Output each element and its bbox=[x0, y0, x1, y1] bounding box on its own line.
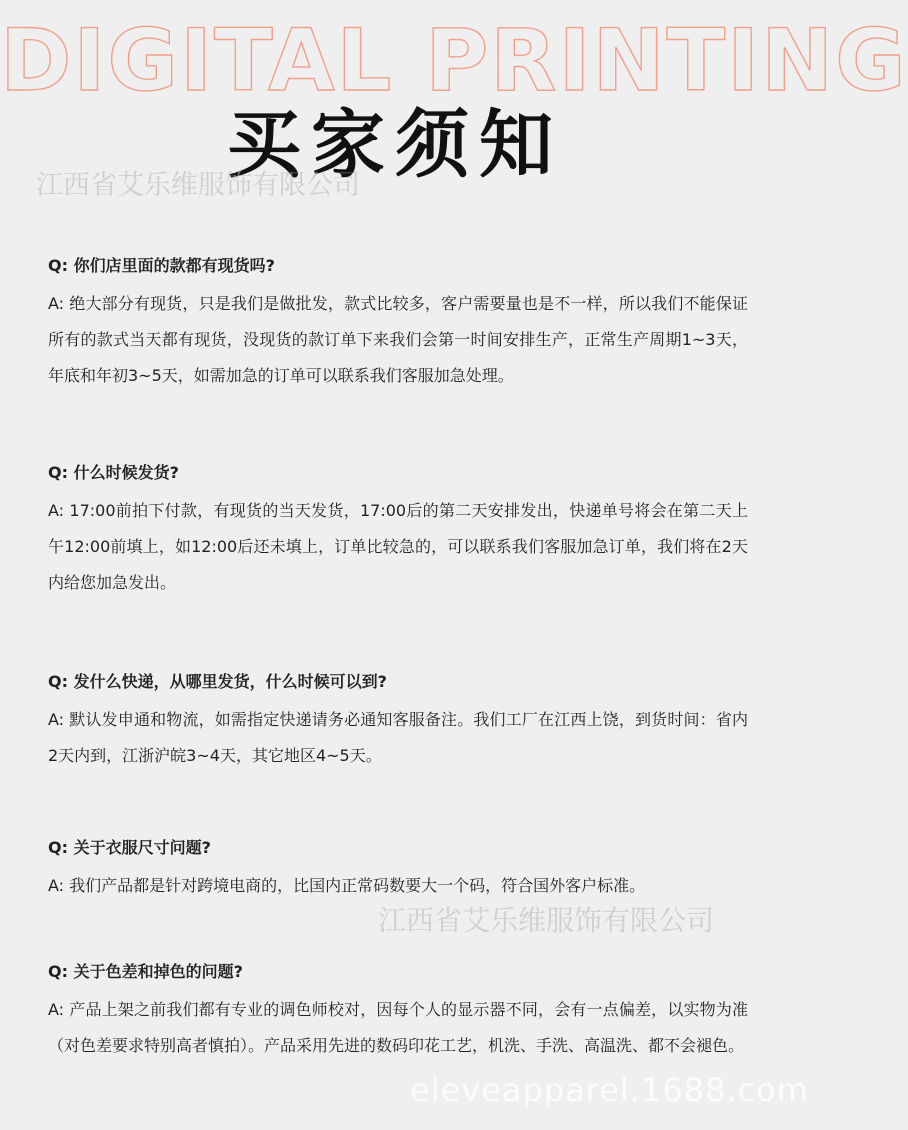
page-title: 买家须知 bbox=[227, 102, 563, 188]
faq-answer: A: 绝大部分有现货，只是我们是做批发，款式比较多，客户需要量也是不一样，所以我们不能保证所有的款式当天都有现货，没现货的款订单下来我们会第一时间安排生产，正常生产周期1~3天，年底和年初3~5天，如需加急的订单可以联系我们客服加急处理。 bbox=[48, 294, 748, 385]
faq-question: Q: 关于衣服尺寸问题? bbox=[48, 838, 211, 857]
faq-item-courier bbox=[48, 664, 748, 774]
site-watermark: eleveapparel.1688.com bbox=[410, 1071, 809, 1109]
company-watermark-top: 江西省艾乐维服饰有限公司 bbox=[36, 170, 360, 201]
company-watermark-mid: 江西省艾乐维服饰有限公司 bbox=[378, 904, 715, 937]
faq-item-color bbox=[48, 954, 748, 1064]
faq-answer: A: 默认发申通和物流，如需指定快递请务必通知客服备注。我们工厂在江西上饶，到货时间：省内2天内到，江浙沪皖3~4天，其它地区4~5天。 bbox=[48, 710, 748, 765]
faq-answer: A: 我们产品都是针对跨境电商的，比国内正常码数要大一个码，符合国外客户标准。 bbox=[48, 876, 646, 895]
faq-question: Q: 你们店里面的款都有现货吗? bbox=[48, 256, 275, 275]
faq-item-shipping-time bbox=[48, 455, 748, 601]
faq-answer: A: 17:00前拍下付款，有现货的当天发货，17:00后的第二天安排发出，快递单号将会在第二天上午12:00前填上，如12:00后还未填上，订单比较急的，可以联系我们客服加急订单，我们将在2天内给您加急发出。 bbox=[48, 501, 748, 592]
faq-item-stock bbox=[48, 248, 748, 394]
faq-answer: A: 产品上架之前我们都有专业的调色师校对，因每个人的显示器不同，会有一点偏差，以实物为准（对色差要求特别高者慎拍）。产品采用先进的数码印花工艺，机洗、手洗、高温洗、都不会褪色。 bbox=[48, 1000, 748, 1055]
faq-question: Q: 关于色差和掉色的问题? bbox=[48, 962, 243, 981]
hero-outline-text: DIGITAL PRINTING bbox=[0, 11, 908, 111]
faq-item-sizing bbox=[48, 830, 748, 904]
faq-question: Q: 什么时候发货? bbox=[48, 463, 179, 482]
faq-question: Q: 发什么快递，从哪里发货，什么时候可以到? bbox=[48, 672, 387, 691]
